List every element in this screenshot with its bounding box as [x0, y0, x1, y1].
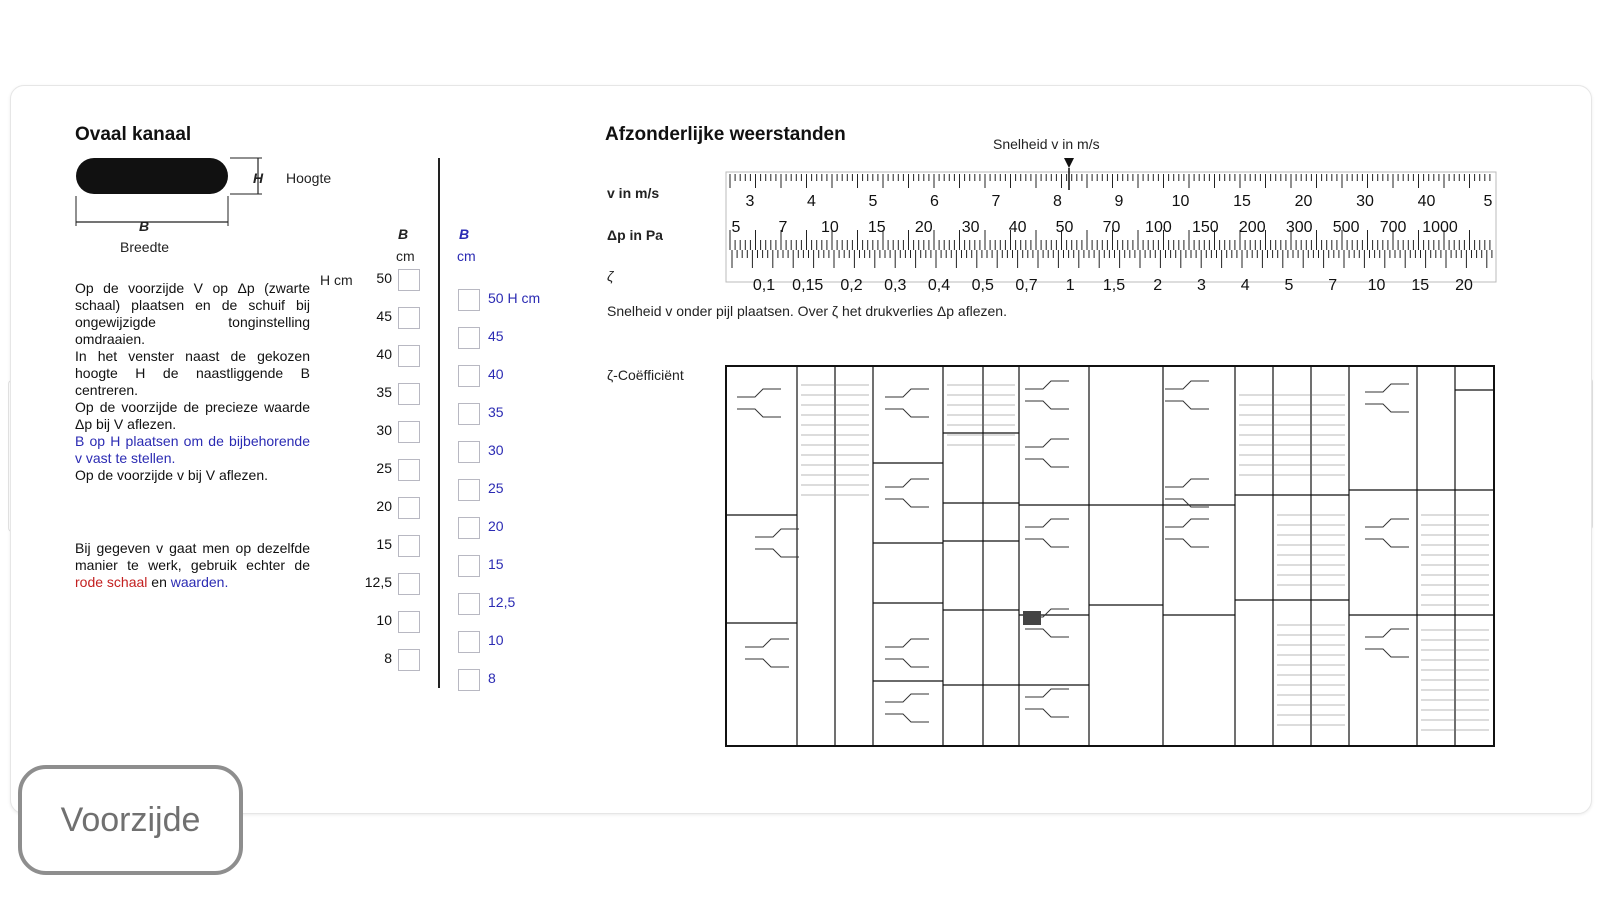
b-value: 40: [488, 366, 504, 382]
zeta-tick-label: 0,4: [927, 277, 951, 294]
note-red-scale: rode schaal: [75, 574, 148, 590]
h-value: 10: [376, 612, 392, 628]
oval-duct-shape: [76, 158, 228, 194]
h-value: 50: [376, 270, 392, 286]
b-window: [458, 517, 480, 539]
h-window: [398, 421, 420, 443]
scale-strip[interactable]: [720, 150, 1510, 300]
instruction-4: B op H plaatsen om de bijbehorende v vast te stellen.: [75, 433, 310, 466]
h-value: 25: [376, 460, 392, 476]
note-blue-values: waarden.: [170, 574, 229, 590]
v-tick-label: 20: [1294, 193, 1313, 210]
b-window: [458, 403, 480, 425]
zeta-tick-label: 0,15: [792, 277, 824, 294]
instructions: [75, 280, 310, 484]
dp-tick-label: 1000: [1422, 219, 1458, 236]
v-tick-label: 6: [930, 193, 939, 210]
note-and: en: [147, 574, 171, 590]
b-window: [458, 593, 480, 615]
zeta-tick-label: 0,7: [1015, 277, 1038, 294]
dp-tick-label: 200: [1238, 219, 1266, 236]
b-value: 15: [488, 556, 504, 572]
b-window: [458, 327, 480, 349]
h-value: 20: [376, 498, 392, 514]
scale-caption: Snelheid v onder pijl plaatsen. Over ζ het drukverlies Δp aflezen.: [607, 303, 1007, 319]
dp-tick-label: 150: [1191, 219, 1219, 236]
zeta-tick-label: 3: [1197, 277, 1206, 294]
dp-tick-label: 70: [1102, 219, 1121, 236]
h-window: [398, 459, 420, 481]
v-tick-label: 9: [1114, 193, 1124, 210]
oval-duct-title: Ovaal kanaal: [75, 124, 192, 145]
coef-table-frame: [726, 366, 1494, 746]
v-tick-label: 30: [1356, 193, 1374, 210]
h-window: [398, 535, 420, 557]
coefficient-label: ζ-Coëfficiënt: [607, 367, 684, 383]
dp-tick-label: 7: [778, 219, 788, 236]
column-divider: [438, 158, 440, 688]
zeta-tick-label: 2: [1153, 277, 1163, 294]
v-scale-label: v in m/s: [607, 185, 660, 201]
b-value: 12,5: [488, 594, 516, 610]
dp-tick-label: 100: [1145, 219, 1172, 236]
b-window: [458, 289, 480, 311]
instruction-2: In het venster naast de gekozen hoogte H de naastliggende B centreren.: [75, 348, 310, 398]
dp-tick-label: 50: [1055, 219, 1074, 236]
v-tick-label: 40: [1417, 193, 1436, 210]
b-window: [458, 479, 480, 501]
b-window: [458, 631, 480, 653]
v-tick-label: 8: [1053, 193, 1062, 210]
zeta-tick-label: 1: [1065, 277, 1075, 294]
v-tick-label: 5: [1483, 193, 1493, 210]
dp-tick-label: 5: [731, 219, 741, 236]
zeta-tick-label: 1,5: [1102, 277, 1126, 294]
h-window: [398, 307, 420, 329]
v-tick-label: 3: [745, 193, 755, 210]
v-tick-label: 4: [807, 193, 816, 210]
instruction-1: Op de voorzijde V op Δp (zwarte schaal) plaatsen en de schuif bij ongewijzigde tonginstelling omdraaien.: [75, 280, 310, 347]
h-value: 15: [376, 536, 392, 552]
width-label: Breedte: [120, 239, 170, 255]
dp-tick-label: 300: [1285, 219, 1313, 236]
b-value: 50 H cm: [488, 290, 541, 306]
b-window: [458, 669, 480, 691]
height-label: Hoogte: [286, 170, 332, 186]
h-window: [398, 649, 420, 671]
b-value: 10: [488, 632, 504, 648]
resistances-title: Afzonderlijke weerstanden: [605, 124, 846, 145]
dp-scale-label: Δp in Pa: [607, 227, 663, 243]
zeta-tick-label: 0,3: [884, 277, 907, 294]
v-tick-label: 10: [1171, 193, 1190, 210]
oval-duct-diagram: [70, 152, 270, 237]
h-marker: H: [253, 170, 264, 186]
col-cm-header: cm: [396, 248, 415, 264]
h-value: 45: [376, 308, 392, 324]
zeta-tick-label: 5: [1284, 277, 1294, 294]
dp-tick-label: 20: [914, 219, 933, 236]
front-side-button[interactable]: Voorzijde: [18, 765, 243, 875]
dp-tick-label: 40: [1008, 219, 1027, 236]
speed-marker-label: Snelheid v in m/s: [993, 136, 1100, 152]
b-marker: B: [139, 218, 150, 234]
b-window: [458, 555, 480, 577]
coefficient-table: [725, 365, 1497, 749]
dp-tick-label: 700: [1379, 219, 1407, 236]
h-window: [398, 345, 420, 367]
b-window: [458, 365, 480, 387]
note-text: Bij gegeven v gaat men op dezelfde manier te werk, gebruik echter de: [75, 540, 310, 573]
zeta-tick-label: 15: [1411, 277, 1430, 294]
zeta-tick-label: 4: [1240, 277, 1250, 294]
instruction-5: Op de voorzijde v bij V aflezen.: [75, 467, 268, 483]
dp-tick-label: 500: [1332, 219, 1360, 236]
b-value: 8: [488, 670, 496, 686]
b-value: 45: [488, 328, 504, 344]
h-window: [398, 573, 420, 595]
zeta-tick-label: 7: [1328, 277, 1338, 294]
dp-tick-label: 10: [820, 219, 839, 236]
v-tick-label: 7: [991, 193, 1001, 210]
h-window: [398, 269, 420, 291]
h-window: [398, 497, 420, 519]
b-window: [458, 441, 480, 463]
b-value: 30: [488, 442, 504, 458]
speed-arrow-icon: [1064, 158, 1074, 168]
zeta-tick-label: 0,5: [971, 277, 994, 294]
v-tick-label: 5: [868, 193, 878, 210]
col2-b-header: B: [459, 226, 470, 242]
v-tick-label: 15: [1233, 193, 1251, 210]
filled-symbol-icon: [1023, 611, 1041, 625]
zeta-tick-label: 0,2: [840, 277, 863, 294]
zeta-tick-label: 0,1: [752, 277, 776, 294]
note-paragraph: [75, 540, 310, 591]
h-value: 8: [384, 650, 392, 666]
h-cm-label: H cm: [320, 272, 353, 288]
h-window: [398, 383, 420, 405]
zeta-scale-label: ζ: [607, 268, 614, 284]
b-value: 25: [488, 480, 504, 496]
h-value: 40: [376, 346, 392, 362]
col2-cm-header: cm: [457, 248, 476, 264]
dp-tick-label: 30: [961, 219, 980, 236]
zeta-tick-label: 20: [1455, 277, 1473, 294]
zeta-tick-label: 10: [1367, 277, 1386, 294]
b-value: 35: [488, 404, 504, 420]
b-value: 20: [488, 518, 504, 534]
instruction-3: Op de voorzijde de precieze waarde Δp bij V aflezen.: [75, 399, 310, 432]
dp-tick-label: 15: [867, 219, 886, 236]
h-value: 35: [376, 384, 392, 400]
col-b-header: B: [398, 226, 409, 242]
h-window: [398, 611, 420, 633]
h-value: 30: [376, 422, 392, 438]
h-value: 12,5: [364, 574, 392, 590]
